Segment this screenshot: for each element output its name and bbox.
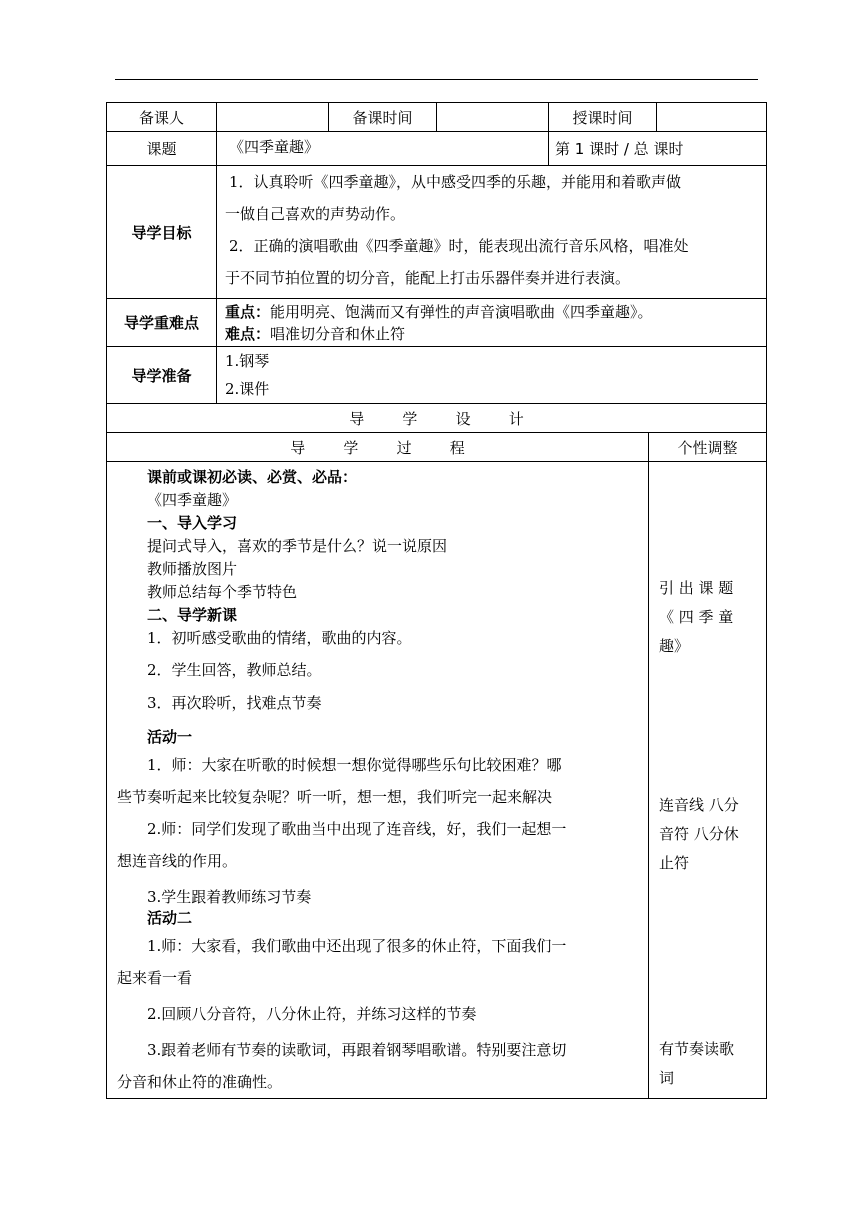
prep-time-label: 备课时间 bbox=[329, 103, 437, 132]
activity-1-para-1-line-2: 些节奏听起来比较复杂呢？听一听，想一想，我们听完一起来解决 bbox=[117, 788, 553, 806]
goal-2-line-2: 于不同节拍位置的切分音，能配上打击乐器伴奏并进行表演。 bbox=[225, 269, 631, 287]
key-points-content bbox=[217, 299, 767, 347]
prep-time-value[interactable] bbox=[437, 103, 549, 132]
activity-2-para-2: 2.回顾八分音符，八分休止符，并练习这样的节奏 bbox=[147, 1005, 477, 1023]
prep-content bbox=[217, 347, 767, 404]
section-1-line-2: 教师播放图片 bbox=[147, 560, 238, 578]
key-points-label: 导学重难点 bbox=[107, 299, 217, 347]
prep-row bbox=[107, 347, 767, 404]
design-title-row bbox=[107, 404, 767, 433]
design-title: 导 学 设 计 bbox=[107, 404, 767, 433]
adjust-note-3-line-1: 有节奏读歌 bbox=[659, 1040, 735, 1058]
teach-time-value[interactable] bbox=[657, 103, 767, 132]
activity-1-para-1-line-1: 1．师：大家在听歌的时候想一想你觉得哪些乐句比较困难？哪 bbox=[147, 756, 562, 774]
goal-1-line-2: 一做自己喜欢的声势动作。 bbox=[225, 205, 406, 223]
prep-item-2: 2.课件 bbox=[225, 380, 270, 398]
lesson-info: 第 1 课时 / 总 课时 bbox=[549, 132, 767, 166]
lesson-plan-table bbox=[106, 102, 767, 1099]
preparer-label: 备课人 bbox=[107, 103, 217, 132]
adjust-note-2-line-3: 止符 bbox=[659, 854, 690, 872]
topic-value: 《四季童趣》 bbox=[217, 132, 549, 166]
activity-2-para-3-line-2: 分音和休止符的准确性。 bbox=[117, 1073, 283, 1091]
process-content bbox=[107, 462, 649, 1099]
activity-1-para-2-line-2: 想连音线的作用。 bbox=[117, 852, 238, 870]
prep-item-1: 1.钢琴 bbox=[225, 352, 270, 370]
section-2-line-2: 2．学生回答，教师总结。 bbox=[147, 661, 322, 679]
activity-2-heading: 活动二 bbox=[147, 909, 193, 927]
prep-label: 导学准备 bbox=[107, 347, 217, 404]
activity-2-para-1-line-2: 起来看一看 bbox=[117, 969, 193, 987]
teach-time-label: 授课时间 bbox=[549, 103, 657, 132]
activity-1-heading: 活动一 bbox=[147, 728, 193, 746]
activity-2-para-1-line-1: 1.师：大家看，我们歌曲中还出现了很多的休止符，下面我们一 bbox=[147, 937, 567, 955]
key-label: 重点： bbox=[225, 302, 271, 321]
adjust-note-2 bbox=[659, 791, 759, 878]
header-rule bbox=[115, 79, 758, 80]
section-2-heading: 二、导学新课 bbox=[147, 606, 238, 624]
activity-1-para-3: 3.学生跟着教师练习节奏 bbox=[147, 888, 312, 906]
goals-row bbox=[107, 166, 767, 299]
info-row bbox=[107, 103, 767, 132]
activity-1-para-2-line-1: 2.师：同学们发现了歌曲当中出现了连音线，好，我们一起想一 bbox=[147, 820, 567, 838]
goal-2-line-1: 2．正确的演唱歌曲《四季童趣》时，能表现出流行音乐风格，唱准处 bbox=[229, 237, 689, 255]
pre-song: 《四季童趣》 bbox=[147, 491, 238, 509]
adjust-title: 个性调整 bbox=[649, 433, 767, 462]
key-points-row bbox=[107, 299, 767, 347]
difficult-label: 难点： bbox=[225, 324, 271, 343]
section-1-heading: 一、导入学习 bbox=[147, 514, 238, 532]
adjust-note-1-line-2: 《 四 季 童 bbox=[659, 608, 734, 626]
difficult-point-line bbox=[225, 323, 766, 345]
adjust-note-3-line-2: 词 bbox=[659, 1069, 675, 1087]
process-row bbox=[107, 462, 767, 1099]
adjust-note-1-line-3: 趣》 bbox=[659, 637, 690, 655]
goal-1-line-1: 1．认真聆听《四季童趣》，从中感受四季的乐趣，并能用和着歌声做 bbox=[229, 173, 682, 191]
pre-heading: 课前或课初必读、必赏、必品： bbox=[147, 468, 358, 486]
key-text: 能用明亮、饱满而又有弹性的声音演唱歌曲《四季童趣》。 bbox=[270, 302, 653, 321]
key-point-line bbox=[225, 301, 766, 323]
section-1-line-3: 教师总结每个季节特色 bbox=[147, 583, 298, 601]
topic-label: 课题 bbox=[107, 132, 217, 166]
preparer-value[interactable] bbox=[217, 103, 329, 132]
adjust-note-2-line-2: 音符 八分休 bbox=[659, 825, 739, 843]
activity-2-para-3-line-1: 3.跟着老师有节奏的读歌词，再跟着钢琴唱歌谱。特别要注意切 bbox=[147, 1041, 567, 1059]
adjust-note-2-line-1: 连音线 八分 bbox=[659, 796, 739, 814]
section-2-line-1: 1．初听感受歌曲的情绪，歌曲的内容。 bbox=[147, 629, 412, 647]
section-2-line-3: 3．再次聆听，找难点节奏 bbox=[147, 694, 322, 712]
goals-content bbox=[217, 166, 767, 299]
adjust-note-1-line-1: 引 出 课 题 bbox=[659, 579, 734, 597]
process-title: 导 学 过 程 bbox=[107, 433, 649, 462]
topic-row bbox=[107, 132, 767, 166]
adjust-note-3 bbox=[659, 1035, 759, 1093]
process-header-row bbox=[107, 433, 767, 462]
section-1-line-1: 提问式导入，喜欢的季节是什么？说一说原因 bbox=[147, 537, 448, 555]
adjust-note-1 bbox=[659, 574, 759, 661]
adjust-content bbox=[649, 462, 767, 1099]
difficult-text: 唱准切分音和休止符 bbox=[270, 324, 406, 343]
goals-label: 导学目标 bbox=[107, 166, 217, 299]
